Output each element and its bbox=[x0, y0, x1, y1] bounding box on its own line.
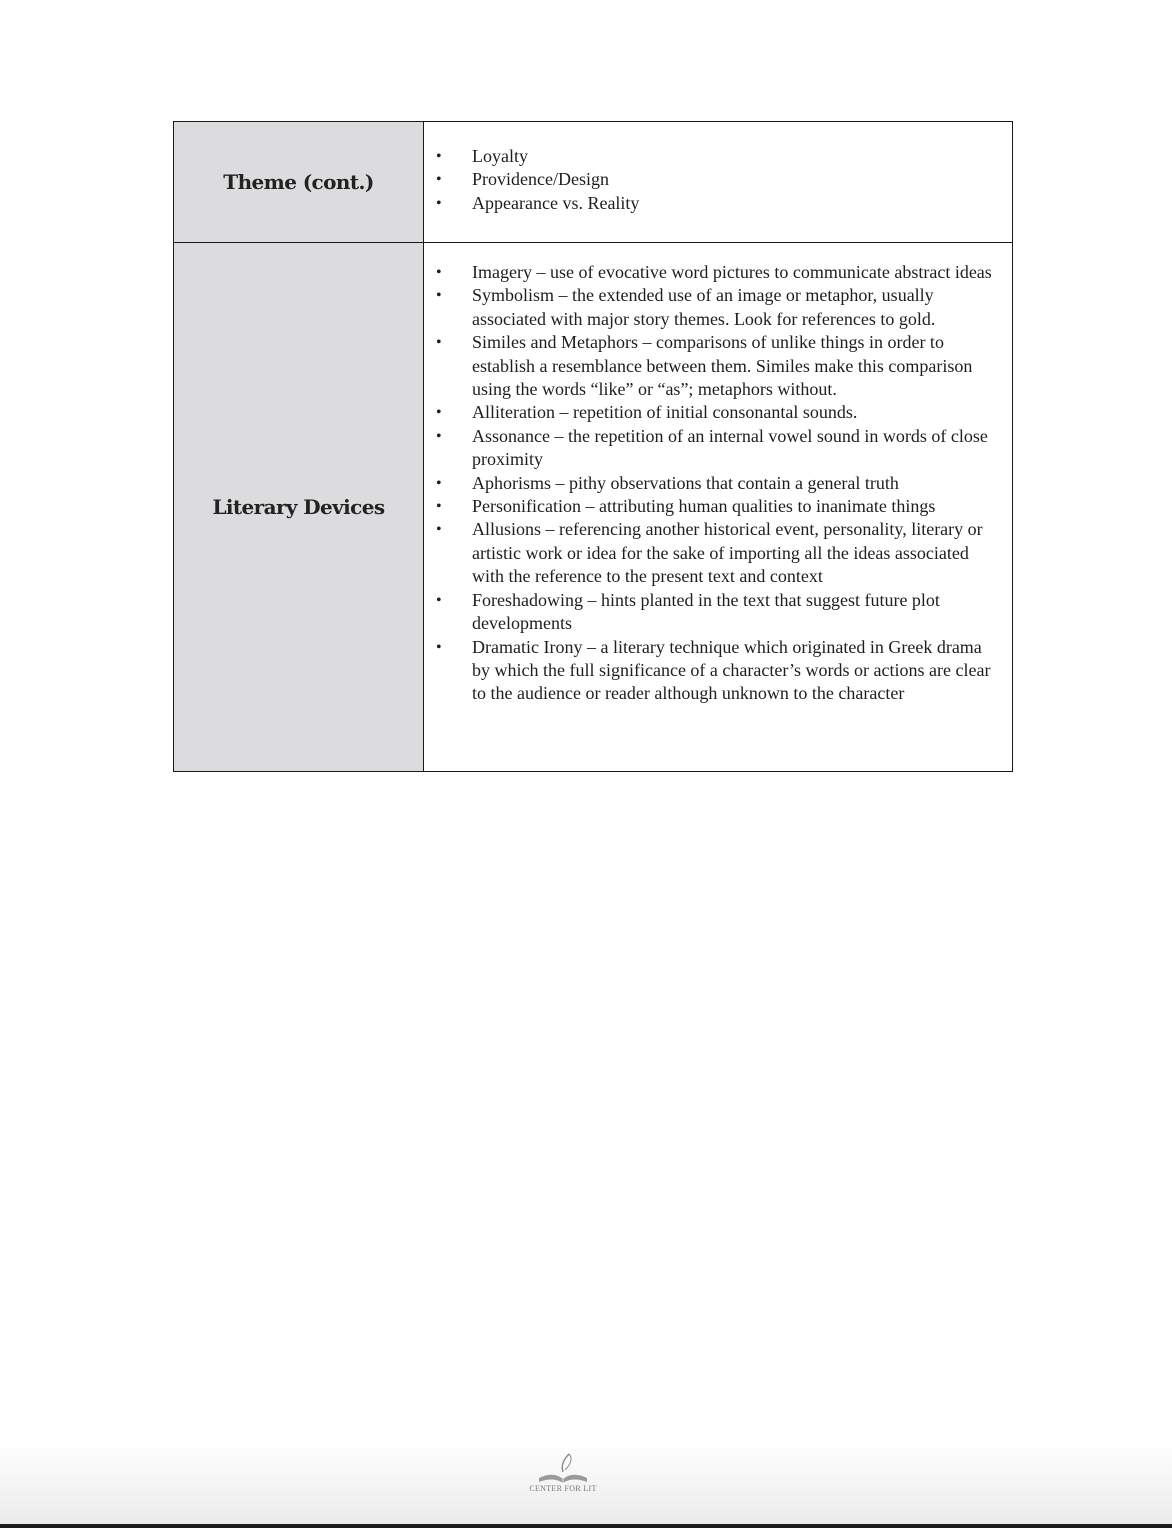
list-item: • Providence/Design bbox=[436, 168, 1002, 191]
table-row-theme bbox=[174, 122, 1012, 243]
literary-devices-list bbox=[436, 261, 1002, 706]
row-content-literary-devices bbox=[424, 243, 1012, 771]
row-content-theme bbox=[424, 122, 1012, 242]
open-book-quill-icon bbox=[533, 1452, 593, 1486]
center-for-lit-logo bbox=[528, 1452, 598, 1502]
list-item: • Assonance – the repetition of an internal vowel sound in words of close proximity bbox=[436, 425, 1002, 472]
list-item: • Alliteration – repetition of initial consonantal sounds. bbox=[436, 401, 1002, 424]
list-item: • Dramatic Irony – a literary technique which originated in Greek drama by which the full significance of a character’s words or actions are clear to the audience or reader although unknown to the character bbox=[436, 636, 1002, 706]
list-item: • Loyalty bbox=[436, 145, 1002, 168]
list-item: • Symbolism – the extended use of an image or metaphor, usually associated with major story themes. Look for references to gold. bbox=[436, 284, 1002, 331]
list-item: • Allusions – referencing another historical event, personality, literary or artistic work or idea for the sake of importing all the ideas associated with the reference to the present text and context bbox=[436, 518, 1002, 588]
row-label-theme: Theme (cont.) bbox=[174, 122, 424, 242]
list-item: • Foreshadowing – hints planted in the text that suggest future plot developments bbox=[436, 589, 1002, 636]
list-item: • Personification – attributing human qualities to inanimate things bbox=[436, 495, 1002, 518]
study-guide-table bbox=[173, 121, 1013, 772]
bottom-rule bbox=[0, 1524, 1172, 1528]
list-item: • Imagery – use of evocative word pictures to communicate abstract ideas bbox=[436, 261, 1002, 284]
list-item: • Aphorisms – pithy observations that contain a general truth bbox=[436, 472, 1002, 495]
list-item: • Similes and Metaphors – comparisons of unlike things in order to establish a resemblance between them. Similes make this comparison using the words “like” or “as”; metaphors without. bbox=[436, 331, 1002, 401]
list-item: • Appearance vs. Reality bbox=[436, 192, 1002, 215]
logo-text: CENTER FOR LIT bbox=[529, 1484, 597, 1493]
table-row-literary-devices bbox=[174, 243, 1012, 771]
theme-list bbox=[436, 145, 1002, 215]
row-label-literary-devices: Literary Devices bbox=[174, 243, 424, 771]
